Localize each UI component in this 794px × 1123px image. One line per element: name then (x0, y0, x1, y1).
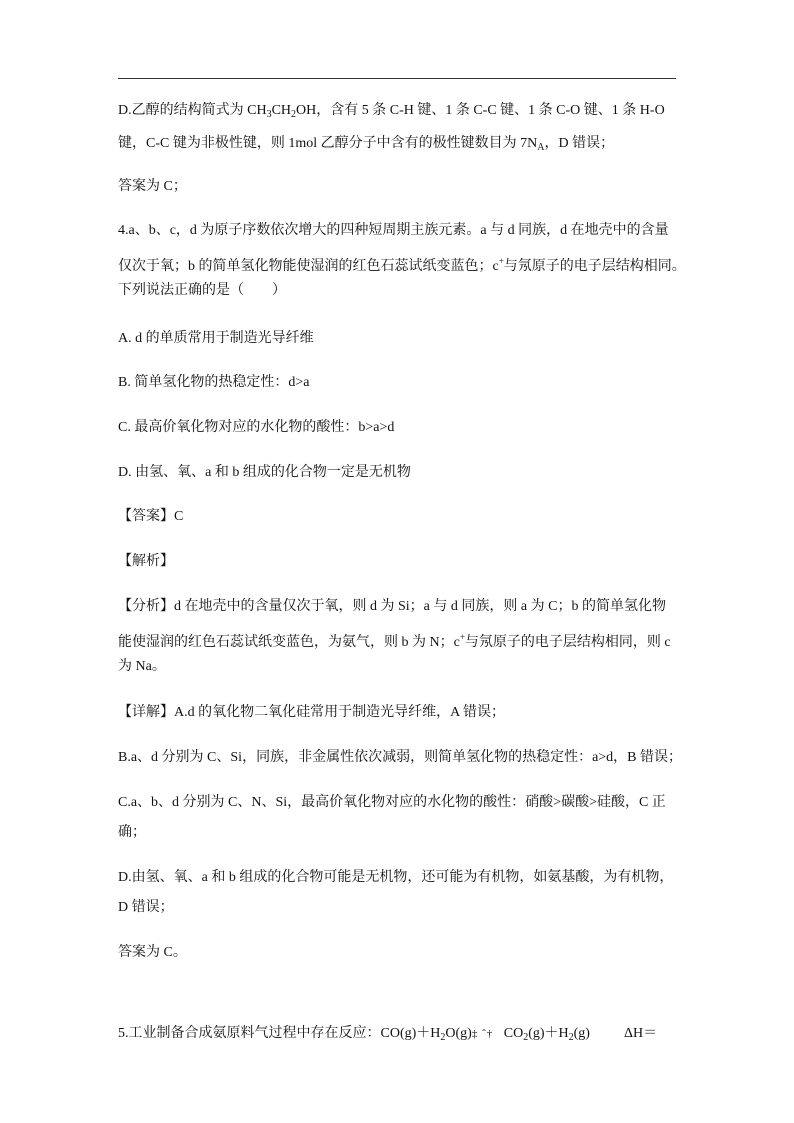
subscript: 2 (568, 1032, 574, 1043)
text: (g) (573, 1026, 590, 1041)
text: 仅次于氧；b 的简单氢化物能使湿润的红色石蕊试纸变蓝色；c (118, 259, 499, 274)
text: CO (503, 1026, 524, 1041)
superscript: + (498, 256, 504, 266)
subscript: 2 (523, 1032, 529, 1043)
q4-fenxi-line3: 为 Na。 (118, 659, 166, 674)
text: 与氖原子的电子层结构相同。 (503, 259, 686, 274)
superscript: + (459, 632, 465, 642)
prev-item-d-line2 (118, 129, 678, 163)
prev-answer: 答案为 C； (118, 179, 187, 194)
q4-final-answer: 答案为 C。 (118, 945, 187, 960)
text: (g)＋H (528, 1026, 569, 1041)
q4-fenxi-line1: 【分析】d 在地壳中的含量仅次于氧，则 d 为 Si；a 与 d 同族，则 a 为 C；b 的简单氢化物 (118, 599, 666, 614)
text: ΔH＝ (623, 1026, 658, 1041)
q4-stem-line1: 4.a、b、c，d 为原子序数依次增大的四种短周期主族元素。a 与 d 同族，d 在地壳中的含量 (118, 223, 669, 238)
q4-xiangjie-c-line1: C.a、b、d 分别为 C、N、Si，最高价氧化物对应的水化物的酸性：硝酸>碳酸>硅酸，C 正 (118, 795, 666, 810)
q4-xiangjie-c-line2: 确； (118, 825, 146, 840)
q4-option-c: C. 最高价氧化物对应的水化物的酸性：b>a>d (118, 420, 395, 435)
text: 5.工业制备合成氨原料气过程中存在反应：CO(g)＋H (118, 1026, 441, 1041)
text: 与氖原子的电子层结构相同，则 c (464, 635, 671, 650)
text: OH，含有 5 条 C-H 键、1 条 C-C 键、1 条 C-O 键、1 条 H-O (296, 103, 665, 118)
q4-xiangjie-b: B.a、d 分别为 C、Si，同族，非金属性依次减弱，则简单氢化物的热稳定性：a>d，B 错误； (118, 750, 683, 765)
q4-option-b: B. 简单氢化物的热稳定性：d>a (118, 375, 310, 390)
q4-option-a: A. d 的单质常用于制造光导纤维 (118, 331, 314, 346)
text: CH (271, 103, 292, 118)
q4-xiangjie-d-line1: D.由氢、氧、a 和 b 组成的化合物可能是无机物，还可能为有机物，如氨基酸，为有机物， (118, 870, 674, 885)
subscript: 2 (440, 1032, 446, 1043)
text: 键，C-C 键为非极性键，则 1mol 乙醇分子中含有的极性键数目为 7N (118, 136, 538, 151)
subscript: 2 (291, 109, 297, 120)
subscript: 3 (266, 109, 272, 120)
q4-xiangjie-d-line2: D 错误； (118, 900, 174, 915)
q4-stem-line3: 下列说法正确的是（ ） (118, 283, 286, 298)
text: D.乙醇的结构简式为 CH (118, 103, 267, 118)
subscript: A (537, 142, 545, 153)
text: O(g) (445, 1026, 472, 1041)
text: ，D 错误； (544, 136, 615, 151)
q4-answer: 【答案】C (118, 509, 184, 524)
text: 能使湿润的红色石蕊试纸变蓝色，为氨气，则 b 为 N；c (118, 635, 460, 650)
prev-item-d-line1 (118, 96, 678, 130)
equilibrium-arrow-icon: ‡ ˆ† (471, 1028, 494, 1040)
q4-option-d: D. 由氢、氧、a 和 b 组成的化合物一定是无机物 (118, 465, 411, 480)
q4-analysis-title: 【解析】 (118, 554, 174, 569)
q5-stem-line1 (118, 1019, 678, 1053)
header-rule (118, 78, 676, 79)
q4-xiangjie-a: 【详解】A.d 的氧化物二氧化硅常用于制造光导纤维，A 错误； (118, 705, 505, 720)
